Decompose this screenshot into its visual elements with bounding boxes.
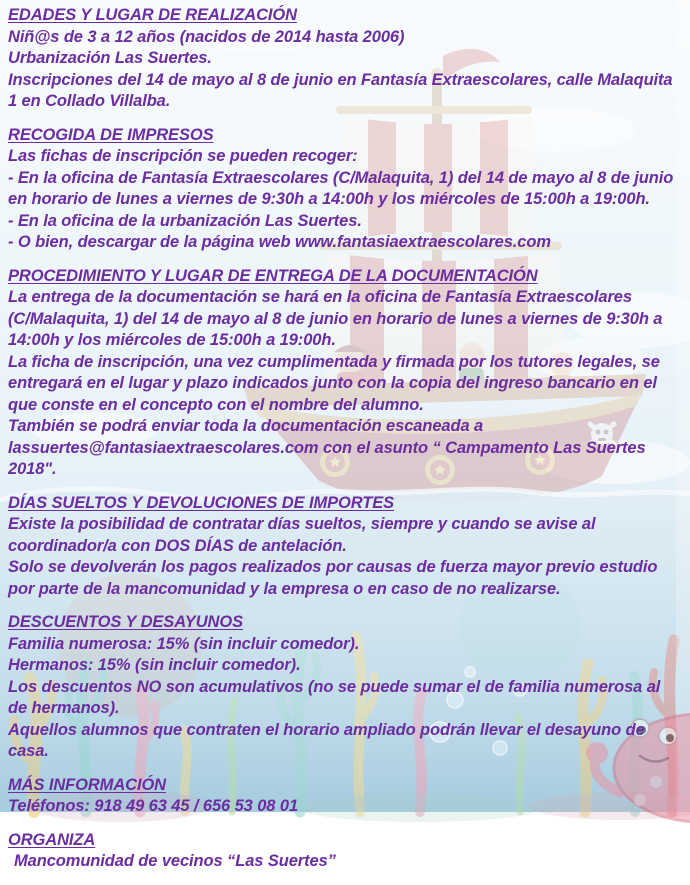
- section-heading: DÍAS SUELTOS Y DEVOLUCIONES DE IMPORTES: [8, 493, 395, 512]
- section-heading: MÁS INFORMACIÓN: [8, 775, 166, 794]
- section-heading: EDADES Y LUGAR DE REALIZACIÓN: [8, 6, 297, 24]
- section-heading: PROCEDIMIENTO Y LUGAR DE ENTREGA DE LA DOCUMENTACIÓN: [8, 266, 538, 285]
- organizer-name: Mancomunidad de vecinos “Las Suertes”: [14, 852, 336, 870]
- section-line: También se podrá enviar toda la documentación escaneada a lassuertes@fantasiaextraescolares.com con el asunto “ Campamento Las Suertes 2018".: [8, 417, 646, 478]
- section-line: - En la oficina de Fantasía Extraescolares (C/Malaquita, 1) del 14 de mayo al 8 de junio en horario de lunes a viernes de 9:30h a 14:00h y los miércoles de 15:00h a 19:00h.: [8, 168, 674, 208]
- section-line: Aquellos alumnos que contraten el horario ampliado podrán llevar el desayuno de casa.: [8, 720, 645, 760]
- section-recogida-impresos: [8, 125, 682, 254]
- section-line: - O bien, descargar de la página web www.fantasiaextraescolares.com: [8, 233, 551, 251]
- section-line: Hermanos: 15% (sin incluir comedor).: [8, 656, 301, 674]
- section-line: La entrega de la documentación se hará en la oficina de Fantasía Extraescolares (C/Malaquita, 1) del 14 de mayo al 8 de junio en horario de lunes a viernes de 9:30h a 14:00h y los miércoles de 15:00h a 19:00h.: [8, 288, 663, 349]
- section-mas-informacion: [8, 775, 682, 818]
- section-line: Existe la posibilidad de contratar días sueltos, siempre y cuando se avise al coordinador/a con DOS DÍAS de antelación.: [8, 515, 596, 555]
- section-dias-sueltos: [8, 493, 682, 601]
- section-descuentos-desayunos: [8, 612, 682, 763]
- section-line: Familia numerosa: 15% (sin incluir comedor).: [8, 634, 360, 653]
- section-edades-y-lugar: [8, 5, 682, 113]
- section-line: - En la oficina de la urbanización Las Suertes.: [8, 211, 362, 230]
- section-heading: RECOGIDA DE IMPRESOS: [8, 125, 214, 144]
- section-line: Solo se devolverán los pagos realizados por causas de fuerza mayor previo estudio por parte de la mancomunidad y la empresa o en caso de no realizarse.: [8, 558, 658, 598]
- section-heading: ORGANIZA: [8, 830, 96, 849]
- phone-numbers: Teléfonos: 918 49 63 45 / 656 53 08 01: [8, 797, 299, 815]
- section-line: La ficha de inscripción, una vez cumplimentada y firmada por los tutores legales, se entregará en el lugar y plazo indicados junto con la copia del ingreso bancario en el que conste en el concepto con el nombre del alumno.: [8, 352, 660, 414]
- section-procedimiento-entrega: [8, 266, 682, 481]
- section-line: Los descuentos NO son acumulativos (no se puede sumar el de familia numerosa al de hermanos).: [8, 677, 661, 717]
- section-line: Inscripciones del 14 de mayo al 8 de junio en Fantasía Extraescolares, calle Malaquita 1 en Collado Villalba.: [8, 70, 673, 110]
- section-line: Niñ@s de 3 a 12 años (nacidos de 2014 hasta 2006): [8, 27, 405, 46]
- section-line: Urbanización Las Suertes.: [8, 49, 212, 67]
- section-organiza: [8, 830, 682, 873]
- section-heading: DESCUENTOS Y DESAYUNOS: [8, 613, 243, 631]
- section-line: Las fichas de inscripción se pueden recoger:: [8, 147, 358, 165]
